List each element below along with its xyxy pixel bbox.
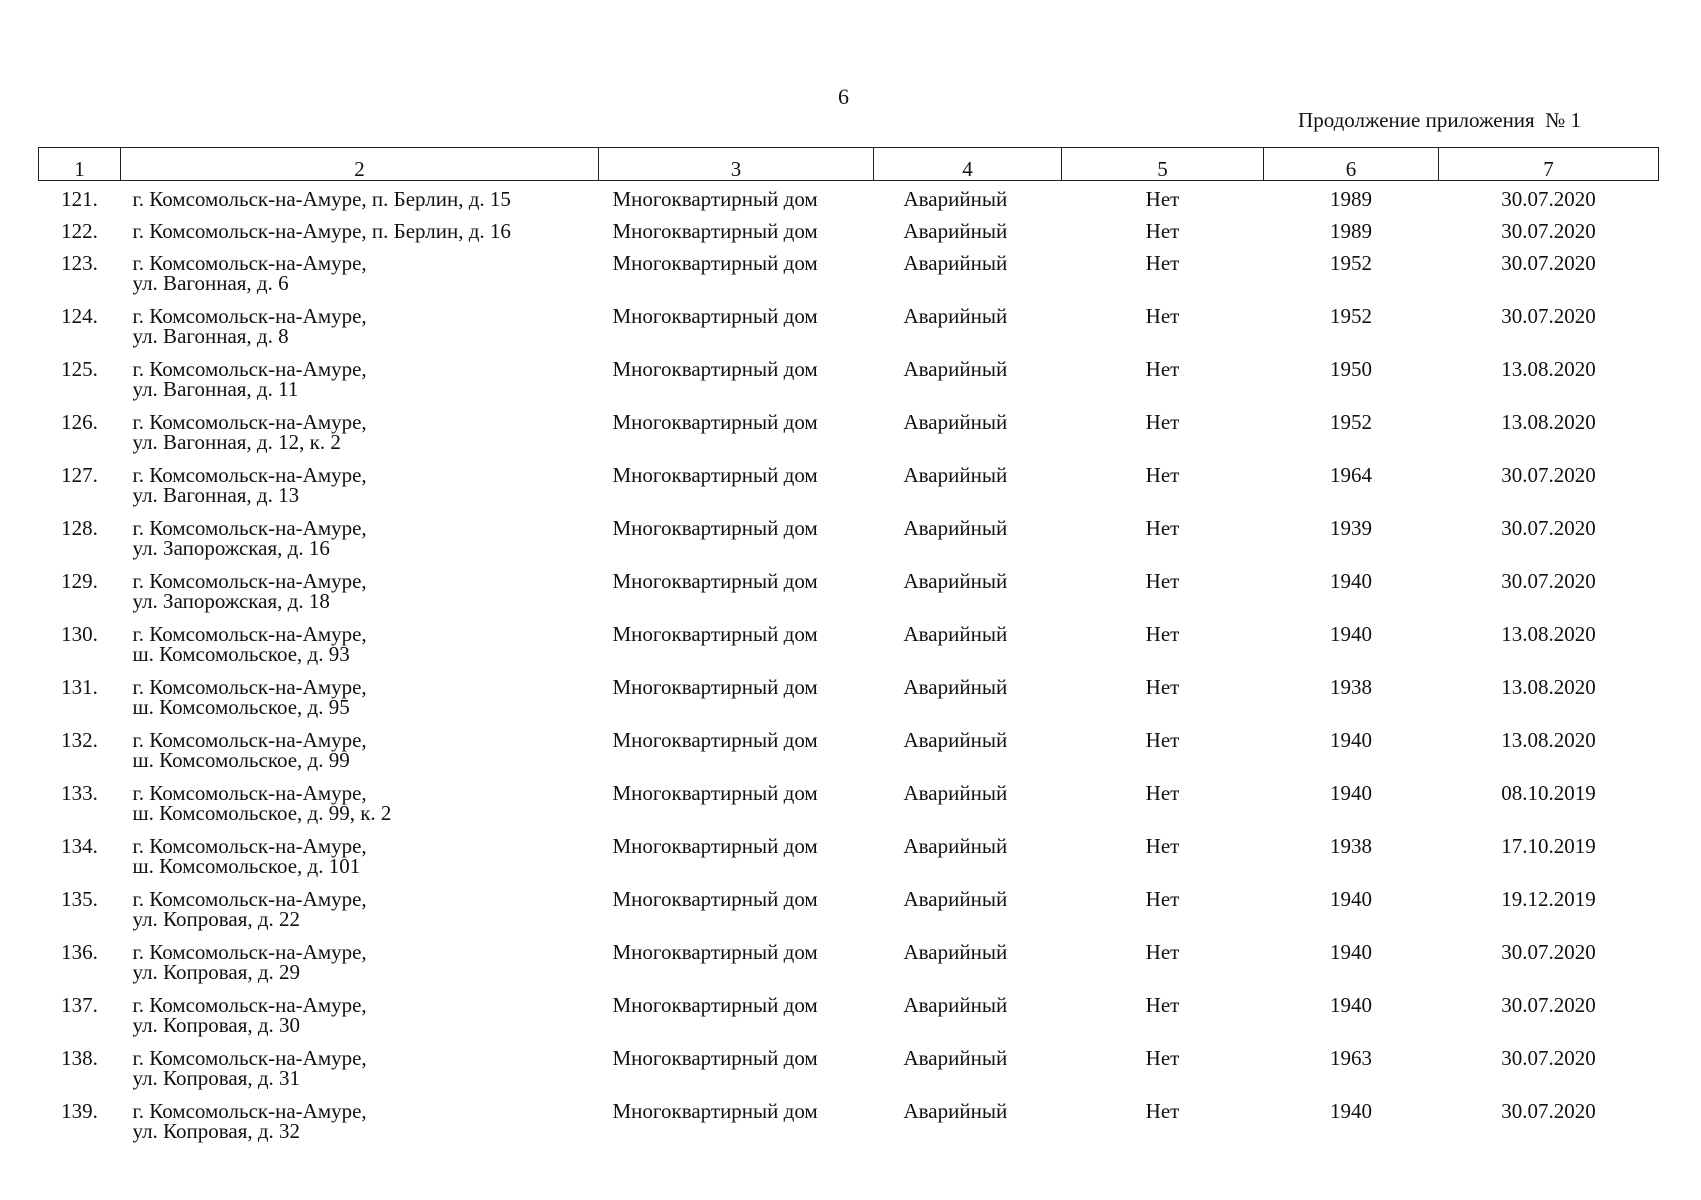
address-cell bbox=[121, 518, 599, 571]
date-cell: 30.07.2020 bbox=[1501, 187, 1596, 211]
table-row bbox=[39, 253, 1659, 306]
address-cell bbox=[121, 412, 599, 465]
date-cell: 30.07.2020 bbox=[1501, 993, 1596, 1017]
row-number: 126. bbox=[61, 410, 98, 434]
building-state: Аварийный bbox=[903, 357, 1008, 381]
row-number: 121. bbox=[61, 187, 98, 211]
date-cell: 30.07.2020 bbox=[1501, 516, 1596, 540]
flag-cell: Нет bbox=[1145, 675, 1180, 699]
year-cell: 1950 bbox=[1330, 357, 1372, 381]
address-cell bbox=[121, 624, 599, 677]
table-row bbox=[39, 412, 1659, 465]
building-state: Аварийный bbox=[903, 675, 1008, 699]
address-line: г. Комсомольск-на-Амуре, bbox=[132, 887, 367, 911]
table-row bbox=[39, 221, 1659, 253]
building-type: Многоквартирный дом bbox=[612, 516, 818, 540]
flag-cell: Нет bbox=[1145, 219, 1180, 243]
building-type: Многоквартирный дом bbox=[612, 187, 818, 211]
table-body bbox=[39, 181, 1659, 1155]
year-cell: 1989 bbox=[1330, 187, 1372, 211]
address-cell bbox=[121, 181, 599, 222]
address-line: ш. Комсомольское, д. 95 bbox=[132, 695, 350, 719]
flag-cell: Нет bbox=[1145, 410, 1180, 434]
date-cell: 30.07.2020 bbox=[1501, 219, 1596, 243]
year-cell: 1952 bbox=[1330, 304, 1372, 328]
date-cell: 19.12.2019 bbox=[1501, 887, 1596, 911]
column-header-1: 1 bbox=[39, 148, 121, 181]
year-cell: 1964 bbox=[1330, 463, 1372, 487]
year-cell: 1940 bbox=[1330, 569, 1372, 593]
year-cell: 1940 bbox=[1330, 887, 1372, 911]
building-state: Аварийный bbox=[903, 569, 1008, 593]
year-cell: 1940 bbox=[1330, 940, 1372, 964]
row-number: 131. bbox=[61, 675, 98, 699]
year-cell: 1952 bbox=[1330, 410, 1372, 434]
date-cell: 30.07.2020 bbox=[1501, 1099, 1596, 1123]
date-cell: 13.08.2020 bbox=[1501, 728, 1596, 752]
address-line: ул. Запорожская, д. 18 bbox=[132, 589, 330, 613]
flag-cell: Нет bbox=[1145, 1046, 1180, 1070]
column-header-5: 5 bbox=[1062, 148, 1264, 181]
address-line: г. Комсомольск-на-Амуре, bbox=[132, 463, 367, 487]
column-header-6: 6 bbox=[1264, 148, 1439, 181]
address-line: ш. Комсомольское, д. 101 bbox=[132, 854, 361, 878]
column-header-2: 2 bbox=[121, 148, 599, 181]
year-cell: 1952 bbox=[1330, 251, 1372, 275]
address-line: ул. Копровая, д. 22 bbox=[132, 907, 301, 931]
date-cell: 13.08.2020 bbox=[1501, 675, 1596, 699]
continuation-label: Продолжение приложения № 1 bbox=[1298, 108, 1581, 132]
table-row bbox=[39, 889, 1659, 942]
flag-cell: Нет bbox=[1145, 304, 1180, 328]
building-type: Многоквартирный дом bbox=[612, 781, 818, 805]
year-cell: 1940 bbox=[1330, 1099, 1372, 1123]
address-cell bbox=[121, 783, 599, 836]
building-state: Аварийный bbox=[903, 251, 1008, 275]
flag-cell: Нет bbox=[1145, 357, 1180, 381]
table-row bbox=[39, 1048, 1659, 1101]
address-cell bbox=[121, 1048, 599, 1101]
address-line: г. Комсомольск-на-Амуре, bbox=[132, 357, 367, 381]
address-line: г. Комсомольск-на-Амуре, bbox=[132, 622, 367, 646]
flag-cell: Нет bbox=[1145, 187, 1180, 211]
address-line: ш. Комсомольское, д. 93 bbox=[132, 642, 350, 666]
building-state: Аварийный bbox=[903, 728, 1008, 752]
address-cell bbox=[121, 730, 599, 783]
year-cell: 1940 bbox=[1330, 622, 1372, 646]
address-line: ш. Комсомольское, д. 99, к. 2 bbox=[132, 801, 392, 825]
address-line: г. Комсомольск-на-Амуре, bbox=[132, 304, 367, 328]
flag-cell: Нет bbox=[1145, 251, 1180, 275]
date-cell: 13.08.2020 bbox=[1501, 622, 1596, 646]
address-line: г. Комсомольск-на-Амуре, bbox=[132, 251, 367, 275]
building-type: Многоквартирный дом bbox=[612, 887, 818, 911]
building-type: Многоквартирный дом bbox=[612, 834, 818, 858]
address-line: ул. Копровая, д. 30 bbox=[132, 1013, 301, 1037]
address-cell bbox=[121, 995, 599, 1048]
address-line: г. Комсомольск-на-Амуре, bbox=[132, 516, 367, 540]
address-line: г. Комсомольск-на-Амуре, bbox=[132, 1099, 367, 1123]
row-number: 125. bbox=[61, 357, 98, 381]
row-number: 127. bbox=[61, 463, 98, 487]
building-state: Аварийный bbox=[903, 887, 1008, 911]
building-state: Аварийный bbox=[903, 219, 1008, 243]
address-line: г. Комсомольск-на-Амуре, bbox=[132, 993, 367, 1017]
row-number: 133. bbox=[61, 781, 98, 805]
date-cell: 13.08.2020 bbox=[1501, 357, 1596, 381]
row-number: 138. bbox=[61, 1046, 98, 1070]
address-cell bbox=[121, 359, 599, 412]
address-cell bbox=[121, 836, 599, 889]
address-cell bbox=[121, 677, 599, 730]
building-state: Аварийный bbox=[903, 463, 1008, 487]
building-type: Многоквартирный дом bbox=[612, 1099, 818, 1123]
address-line: ш. Комсомольское, д. 99 bbox=[132, 748, 350, 772]
address-line: ул. Копровая, д. 31 bbox=[132, 1066, 301, 1090]
building-state: Аварийный bbox=[903, 187, 1008, 211]
row-number: 135. bbox=[61, 887, 98, 911]
building-type: Многоквартирный дом bbox=[612, 728, 818, 752]
table-row bbox=[39, 1101, 1659, 1154]
column-header-7: 7 bbox=[1439, 148, 1659, 181]
address-line: г. Комсомольск-на-Амуре, п. Берлин, д. 15 bbox=[132, 187, 511, 211]
building-state: Аварийный bbox=[903, 622, 1008, 646]
row-number: 129. bbox=[61, 569, 98, 593]
building-type: Многоквартирный дом bbox=[612, 675, 818, 699]
building-type: Многоквартирный дом bbox=[612, 304, 818, 328]
address-line: г. Комсомольск-на-Амуре, bbox=[132, 410, 367, 434]
address-cell bbox=[121, 221, 599, 253]
address-line: г. Комсомольск-на-Амуре, bbox=[132, 1046, 367, 1070]
year-cell: 1940 bbox=[1330, 781, 1372, 805]
table-row bbox=[39, 624, 1659, 677]
building-type: Многоквартирный дом bbox=[612, 940, 818, 964]
housing-table bbox=[38, 147, 1659, 1154]
flag-cell: Нет bbox=[1145, 516, 1180, 540]
address-cell bbox=[121, 253, 599, 306]
table-row bbox=[39, 465, 1659, 518]
table-row bbox=[39, 571, 1659, 624]
building-state: Аварийный bbox=[903, 410, 1008, 434]
table-row bbox=[39, 181, 1659, 222]
table-row bbox=[39, 677, 1659, 730]
address-cell bbox=[121, 465, 599, 518]
building-state: Аварийный bbox=[903, 1046, 1008, 1070]
table-row bbox=[39, 518, 1659, 571]
row-number: 122. bbox=[61, 219, 98, 243]
year-cell: 1940 bbox=[1330, 993, 1372, 1017]
flag-cell: Нет bbox=[1145, 993, 1180, 1017]
date-cell: 30.07.2020 bbox=[1501, 1046, 1596, 1070]
table-row bbox=[39, 995, 1659, 1048]
year-cell: 1989 bbox=[1330, 219, 1372, 243]
address-line: г. Комсомольск-на-Амуре, bbox=[132, 728, 367, 752]
column-header-3: 3 bbox=[599, 148, 874, 181]
date-cell: 17.10.2019 bbox=[1501, 834, 1596, 858]
address-line: г. Комсомольск-на-Амуре, bbox=[132, 940, 367, 964]
building-type: Многоквартирный дом bbox=[612, 622, 818, 646]
address-line: ул. Вагонная, д. 6 bbox=[132, 271, 289, 295]
building-type: Многоквартирный дом bbox=[612, 251, 818, 275]
address-cell bbox=[121, 571, 599, 624]
header-row bbox=[39, 148, 1659, 181]
row-number: 132. bbox=[61, 728, 98, 752]
row-number: 136. bbox=[61, 940, 98, 964]
address-line: ул. Вагонная, д. 13 bbox=[132, 483, 300, 507]
year-cell: 1938 bbox=[1330, 675, 1372, 699]
building-type: Многоквартирный дом bbox=[612, 993, 818, 1017]
building-state: Аварийный bbox=[903, 781, 1008, 805]
table-row bbox=[39, 359, 1659, 412]
row-number: 130. bbox=[61, 622, 98, 646]
flag-cell: Нет bbox=[1145, 781, 1180, 805]
building-type: Многоквартирный дом bbox=[612, 569, 818, 593]
address-cell bbox=[121, 889, 599, 942]
flag-cell: Нет bbox=[1145, 463, 1180, 487]
row-number: 134. bbox=[61, 834, 98, 858]
date-cell: 30.07.2020 bbox=[1501, 251, 1596, 275]
date-cell: 30.07.2020 bbox=[1501, 940, 1596, 964]
year-cell: 1940 bbox=[1330, 728, 1372, 752]
year-cell: 1938 bbox=[1330, 834, 1372, 858]
address-cell bbox=[121, 1101, 599, 1154]
row-number: 128. bbox=[61, 516, 98, 540]
year-cell: 1939 bbox=[1330, 516, 1372, 540]
row-number: 137. bbox=[61, 993, 98, 1017]
address-line: г. Комсомольск-на-Амуре, п. Берлин, д. 16 bbox=[132, 219, 511, 243]
building-state: Аварийный bbox=[903, 834, 1008, 858]
flag-cell: Нет bbox=[1145, 887, 1180, 911]
flag-cell: Нет bbox=[1145, 940, 1180, 964]
table-row bbox=[39, 306, 1659, 359]
table-row bbox=[39, 836, 1659, 889]
address-cell bbox=[121, 306, 599, 359]
date-cell: 30.07.2020 bbox=[1501, 463, 1596, 487]
address-cell bbox=[121, 942, 599, 995]
row-number: 123. bbox=[61, 251, 98, 275]
building-state: Аварийный bbox=[903, 1099, 1008, 1123]
page-number: 6 bbox=[838, 84, 849, 109]
building-state: Аварийный bbox=[903, 940, 1008, 964]
building-state: Аварийный bbox=[903, 993, 1008, 1017]
building-type: Многоквартирный дом bbox=[612, 219, 818, 243]
building-state: Аварийный bbox=[903, 304, 1008, 328]
building-state: Аварийный bbox=[903, 516, 1008, 540]
table-row bbox=[39, 730, 1659, 783]
building-type: Многоквартирный дом bbox=[612, 1046, 818, 1070]
table-row bbox=[39, 783, 1659, 836]
row-number: 139. bbox=[61, 1099, 98, 1123]
address-line: ул. Копровая, д. 32 bbox=[132, 1119, 301, 1143]
address-line: ул. Копровая, д. 29 bbox=[132, 960, 301, 984]
year-cell: 1963 bbox=[1330, 1046, 1372, 1070]
flag-cell: Нет bbox=[1145, 569, 1180, 593]
date-cell: 08.10.2019 bbox=[1501, 781, 1596, 805]
flag-cell: Нет bbox=[1145, 834, 1180, 858]
building-type: Многоквартирный дом bbox=[612, 463, 818, 487]
table-row bbox=[39, 942, 1659, 995]
date-cell: 13.08.2020 bbox=[1501, 410, 1596, 434]
address-line: г. Комсомольск-на-Амуре, bbox=[132, 569, 367, 593]
column-header-4: 4 bbox=[874, 148, 1062, 181]
address-line: г. Комсомольск-на-Амуре, bbox=[132, 675, 367, 699]
building-type: Многоквартирный дом bbox=[612, 410, 818, 434]
address-line: ул. Вагонная, д. 12, к. 2 bbox=[132, 430, 341, 454]
address-line: г. Комсомольск-на-Амуре, bbox=[132, 781, 367, 805]
building-type: Многоквартирный дом bbox=[612, 357, 818, 381]
date-cell: 30.07.2020 bbox=[1501, 304, 1596, 328]
flag-cell: Нет bbox=[1145, 622, 1180, 646]
address-line: ул. Вагонная, д. 8 bbox=[132, 324, 289, 348]
flag-cell: Нет bbox=[1145, 1099, 1180, 1123]
flag-cell: Нет bbox=[1145, 728, 1180, 752]
address-line: г. Комсомольск-на-Амуре, bbox=[132, 834, 367, 858]
address-line: ул. Запорожская, д. 16 bbox=[132, 536, 330, 560]
date-cell: 30.07.2020 bbox=[1501, 569, 1596, 593]
row-number: 124. bbox=[61, 304, 98, 328]
address-line: ул. Вагонная, д. 11 bbox=[132, 377, 299, 401]
